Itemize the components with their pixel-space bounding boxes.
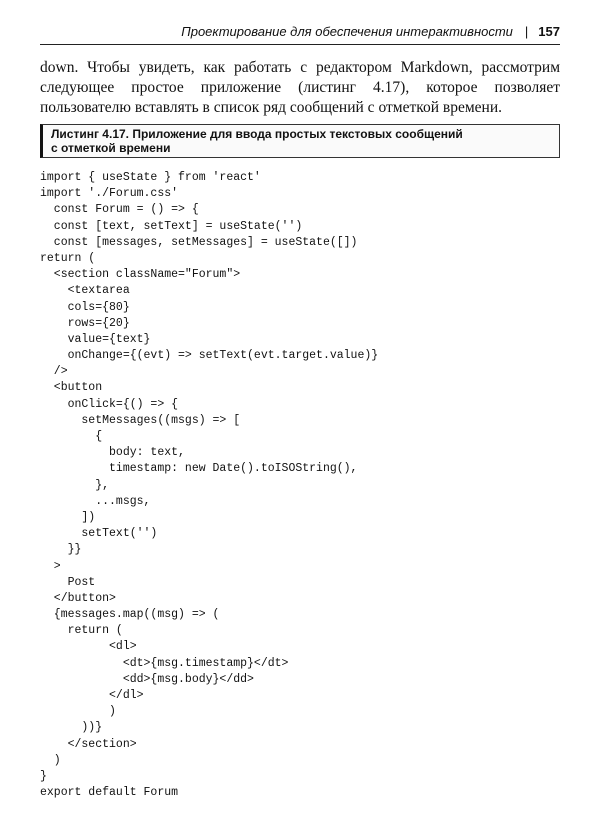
code-line: const [messages, setMessages] = useState([]) bbox=[40, 235, 358, 249]
code-listing bbox=[40, 170, 560, 801]
code-line: ) bbox=[40, 753, 61, 767]
running-title: Проектирование для обеспечения интерактивности bbox=[181, 24, 513, 39]
code-line: }, bbox=[40, 478, 110, 492]
code-line: setText('') bbox=[40, 527, 158, 541]
code-line: Post bbox=[40, 575, 96, 589]
header-separator: | bbox=[524, 24, 529, 39]
code-line: setMessages((msgs) => [ bbox=[40, 413, 241, 427]
listing-caption-line-2: с отметкой времени bbox=[51, 141, 171, 155]
code-line: /> bbox=[40, 365, 68, 379]
code-line: <dd>{msg.body}</dd> bbox=[40, 672, 254, 686]
code-line: export default Forum bbox=[40, 786, 179, 800]
code-line: ...msgs, bbox=[40, 494, 151, 508]
listing-caption bbox=[51, 127, 531, 155]
running-head bbox=[40, 24, 560, 39]
code-line: return ( bbox=[40, 624, 123, 638]
code-line: </section> bbox=[40, 737, 137, 751]
code-line: </dl> bbox=[40, 689, 144, 702]
code-line: <dl> bbox=[40, 640, 137, 654]
code-line: const [text, setText] = useState('') bbox=[40, 219, 303, 233]
code-line: { bbox=[40, 430, 103, 443]
code-line: > bbox=[40, 559, 61, 573]
code-line: <textarea bbox=[40, 284, 130, 298]
code-line: <section className="Forum"> bbox=[40, 268, 241, 282]
code-line: </button> bbox=[40, 591, 116, 605]
header-rule bbox=[40, 44, 560, 45]
listing-caption-box bbox=[40, 124, 560, 158]
code-line: const Forum = () => { bbox=[40, 203, 199, 217]
code-line: <button bbox=[40, 381, 103, 395]
code-line: ]) bbox=[40, 510, 96, 524]
code-line: onClick={() => { bbox=[40, 397, 179, 411]
code-line: import { useState } from 'react' bbox=[40, 171, 261, 184]
listing-caption-line-1: Листинг 4.17. Приложение для ввода простых текстовых сообщений bbox=[51, 127, 463, 141]
code-line: rows={20} bbox=[40, 316, 130, 330]
code-line: import './Forum.css' bbox=[40, 187, 179, 201]
code-line: ))} bbox=[40, 721, 103, 735]
code-line: return ( bbox=[40, 251, 96, 265]
code-line: }} bbox=[40, 543, 82, 557]
code-line: <dt>{msg.timestamp}</dt> bbox=[40, 656, 289, 670]
code-line: onChange={(evt) => setText(evt.target.value)} bbox=[40, 349, 379, 363]
code-line: } bbox=[40, 769, 47, 783]
code-line: {messages.map((msg) => ( bbox=[40, 608, 220, 622]
code-line: timestamp: new Date().toISOString(), bbox=[40, 462, 358, 476]
code-line: cols={80} bbox=[40, 300, 130, 314]
code-line: ) bbox=[40, 705, 116, 719]
code-line: body: text, bbox=[40, 446, 185, 460]
intro-paragraph: down. Чтобы увидеть, как работать с редактором Markdown, рассмотрим следующее простое приложение (листинг 4.17), которое позволяет пользователю вставлять в список ряд сообщений с отметкой времени. bbox=[40, 59, 560, 116]
code-line: value={text} bbox=[40, 332, 151, 346]
page-number: 157 bbox=[538, 24, 560, 39]
